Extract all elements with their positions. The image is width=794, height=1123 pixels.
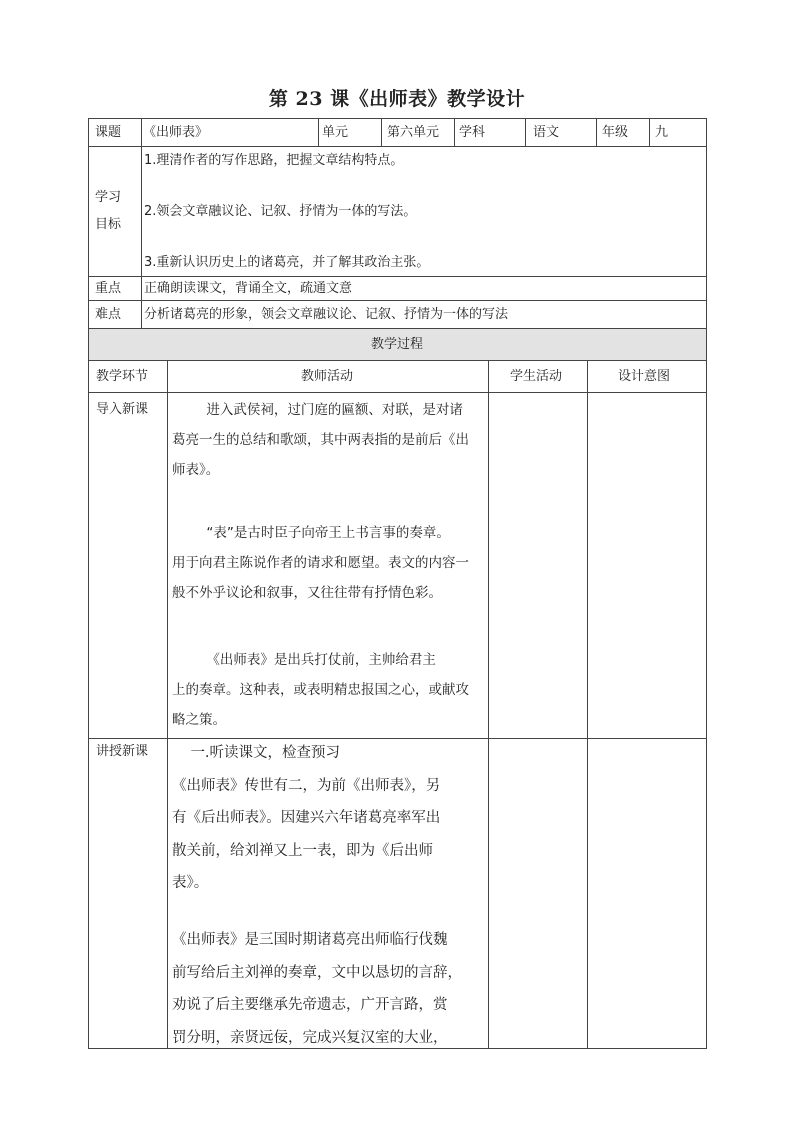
row2-student-cell <box>488 738 588 1049</box>
goal-item-1: 1.理清作者的写作思路，把握文章结构特点。 <box>144 153 404 168</box>
danyuan-value: 第六单元 <box>387 125 440 140</box>
key-value: 正确朗读课文，背诵全文，疏通文意 <box>144 281 353 296</box>
row1-intent-cell <box>587 392 707 739</box>
row2-stage-cell <box>88 738 168 1049</box>
goal-item-3: 3.重新认识历史上的诸葛亮，并了解其政治主张。 <box>144 255 430 270</box>
keti-label: 课题 <box>95 125 122 140</box>
difficulty-value: 分析诸葛亮的形象，领会文章融议论、记叙、抒情为一体的写法 <box>144 307 509 322</box>
col-header-teacher: 教师活动 <box>301 369 354 384</box>
key-label: 重点 <box>95 281 122 296</box>
row1-student-cell <box>488 392 588 739</box>
row1-stage-cell <box>88 392 168 739</box>
row1-paragraph-3: 《出师表》是出兵打仗前，主帅给君主 上的奏章。这种表，或表明精忠报国之心，或献攻 略之策。 <box>172 652 469 728</box>
row2-intent-cell <box>587 738 707 1049</box>
col-header-stage: 教学环节 <box>96 369 149 384</box>
danyuan-label: 单元 <box>322 125 349 140</box>
nianji-value: 九 <box>655 125 669 140</box>
row2-paragraph-2: 《出师表》是三国时期诸葛亮出师临行伐魏 前写给后主刘禅的奏章，文中以恳切的言辞， 劝说了后主要继承先帝遗志，广开言路，赏 罚分明，亲贤远佞，完成兴复汉室的大业， <box>172 932 462 1046</box>
row1-paragraph-2: “表”是古时臣子向帝王上书言事的奏章。 用于向君主陈说作者的请求和愿望。表文的内容一 般不外乎议论和叙事，又往往带有抒情色彩。 <box>172 525 469 601</box>
xueke-value: 语文 <box>533 125 560 140</box>
row2-paragraph-1: 一.听读课文，检查预习 《出师表》传世有二，为前《出师表》，另 有《后出师表》。因建兴六年诸葛亮率军出 散关前，给刘禅又上一表，即为《后出师 表》。 <box>172 745 441 891</box>
row2-stage: 讲授新课 <box>96 744 149 759</box>
goals-label-2: 目标 <box>95 217 122 232</box>
goal-item-2: 2.领会文章融议论、记叙、抒情为一体的写法。 <box>144 204 417 219</box>
nianji-label: 年级 <box>602 125 629 140</box>
goals-label-1: 学习 <box>95 190 122 205</box>
difficulty-label: 难点 <box>95 307 122 322</box>
keti-value: 《出师表》 <box>143 125 209 140</box>
cell-goals-label <box>88 146 142 277</box>
row1-stage: 导入新课 <box>96 402 149 417</box>
col-header-intent: 设计意图 <box>618 369 671 384</box>
col-header-student: 学生活动 <box>510 369 563 384</box>
row1-paragraph-1: 进入武侯祠，过门庭的匾额、对联，是对诸 葛亮一生的总结和歌颂，其中两表指的是前后《出 师表》。 <box>172 402 469 478</box>
page-title: 第 23 课《出师表》教学设计 <box>268 88 526 110</box>
xueke-label: 学科 <box>459 125 486 140</box>
process-heading: 教学过程 <box>370 337 423 352</box>
